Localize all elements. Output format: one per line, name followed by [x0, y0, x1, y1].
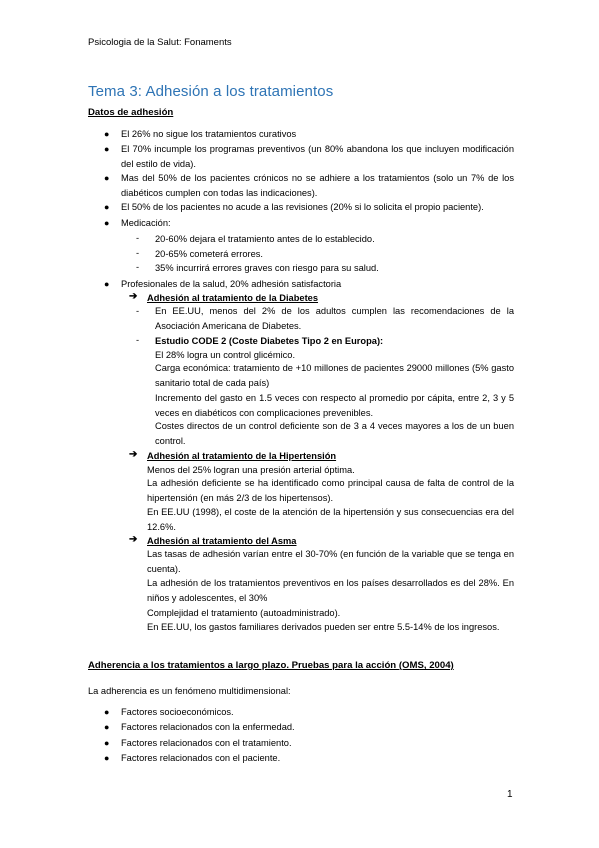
list-item: El 50% de los pacientes no acude a las revisiones (20% si lo solicita el propio paciente). — [121, 202, 484, 212]
list-item: El 70% incumple los programas preventivos (un 80% abandona los que incluyen modificación del estilo de vida). — [121, 144, 514, 169]
paragraph: Las tasas de adhesión varían entre el 30-70% (en función de la variable que se tenga en cuenta). — [147, 549, 514, 574]
bullet-icon: ● — [104, 144, 110, 154]
paragraph: La adhesión deficiente se ha identificado como principal causa de falta de control de la hipertensión (en más 2/3 de los hipertensos). — [147, 478, 514, 503]
bullet-icon: ● — [104, 129, 110, 139]
list-item: En EE.UU, menos del 2% de los adultos cumplen las recomendaciones de la Asociación Americana de Diabetes. — [155, 306, 514, 331]
list-item: Profesionales de la salud, 20% adhesión satisfactoria — [121, 279, 342, 289]
arrow-right-icon: ➔ — [129, 291, 138, 302]
paragraph-line: Complejidad el tratamiento (autoadministrado). — [147, 608, 341, 618]
bullet-icon: ● — [104, 173, 110, 183]
dash-marker: - — [136, 233, 140, 243]
page-title: Tema 3: Adhesión a los tratamientos — [88, 83, 334, 100]
arrow-right-icon: ➔ — [129, 449, 138, 460]
arrow-right-icon: ➔ — [129, 534, 138, 545]
paragraph-line: La adherencia es un fenómeno multidimensional: — [88, 686, 291, 696]
list-item: Medicación: — [121, 218, 171, 228]
bullet-icon: ● — [104, 753, 110, 763]
list-item: Factores socioeconómicos. — [121, 707, 234, 717]
subsection-heading-hipertension: Adhesión al tratamiento de la Hipertensión — [147, 451, 337, 461]
page-number: 1 — [507, 789, 513, 800]
section-heading-datos: Datos de adhesión — [88, 107, 174, 118]
dash-marker: - — [136, 248, 140, 258]
list-item: Factores relacionados con el tratamiento. — [121, 738, 292, 748]
subsection-heading-asma: Adhesión al tratamiento del Asma — [147, 536, 297, 546]
paragraph: Costes directos de un control deficiente son de 3 a 4 veces mayores a los de un buen control. — [155, 421, 514, 446]
study-heading: Estudio CODE 2 (Coste Diabetes Tipo 2 en Europa): — [155, 336, 384, 346]
list-item: Factores relacionados con la enfermedad. — [121, 722, 295, 732]
bullet-icon: ● — [104, 722, 110, 732]
list-item: 35% incurrirá errores graves con riesgo para su salud. — [155, 263, 379, 273]
dash-marker: - — [136, 306, 140, 316]
page-header: Psicologia de la Salut: Fonaments — [88, 37, 232, 48]
bullet-icon: ● — [104, 707, 110, 717]
bullet-icon: ● — [104, 218, 110, 228]
paragraph: En EE.UU, los gastos familiares derivados pueden ser entre 5.5-14% de los ingresos. — [147, 622, 500, 632]
subsection-heading-diabetes: Adhesión al tratamiento de la Diabetes — [147, 293, 319, 303]
paragraph-line: Menos del 25% logran una presión arterial óptima. — [147, 465, 355, 475]
paragraph: Carga económica: tratamiento de +10 millones de pacientes 29000 millones (5% gasto sanitario total de cada país) — [155, 363, 514, 388]
bullet-icon: ● — [104, 738, 110, 748]
dash-marker: - — [136, 262, 140, 272]
list-item: Mas del 50% de los pacientes crónicos no se adhiere a los tratamientos (solo un 7% de los diabéticos cumplen con todas las indicaciones). — [121, 173, 514, 198]
list-item: 20-60% dejara el tratamiento antes de lo establecido. — [155, 234, 375, 244]
paragraph: Incremento del gasto en 1.5 veces con respecto al promedio por cápita, entre 2, 3 y 5 veces en diabéticos con complicaciones prevenibles. — [155, 393, 514, 418]
list-item: Factores relacionados con el paciente. — [121, 753, 281, 763]
bullet-icon: ● — [104, 279, 110, 289]
section-heading-adherencia: Adherencia a los tratamientos a largo plazo. Pruebas para la acción (OMS, 2004) — [88, 660, 454, 671]
bullet-icon: ● — [104, 202, 110, 212]
paragraph: La adhesión de los tratamientos preventivos en los países desarrollados es del 28%. En niños y adolescentes, el 30% — [147, 578, 514, 603]
list-item: El 26% no sigue los tratamientos curativos — [121, 129, 297, 139]
list-item: 20-65% cometerá errores. — [155, 249, 263, 259]
paragraph: En EE.UU (1998), el coste de la atención de la hipertensión y sus consecuencias era del 12.6%. — [147, 507, 514, 532]
dash-marker: - — [136, 335, 140, 345]
paragraph-line: El 28% logra un control glicémico. — [155, 350, 296, 360]
